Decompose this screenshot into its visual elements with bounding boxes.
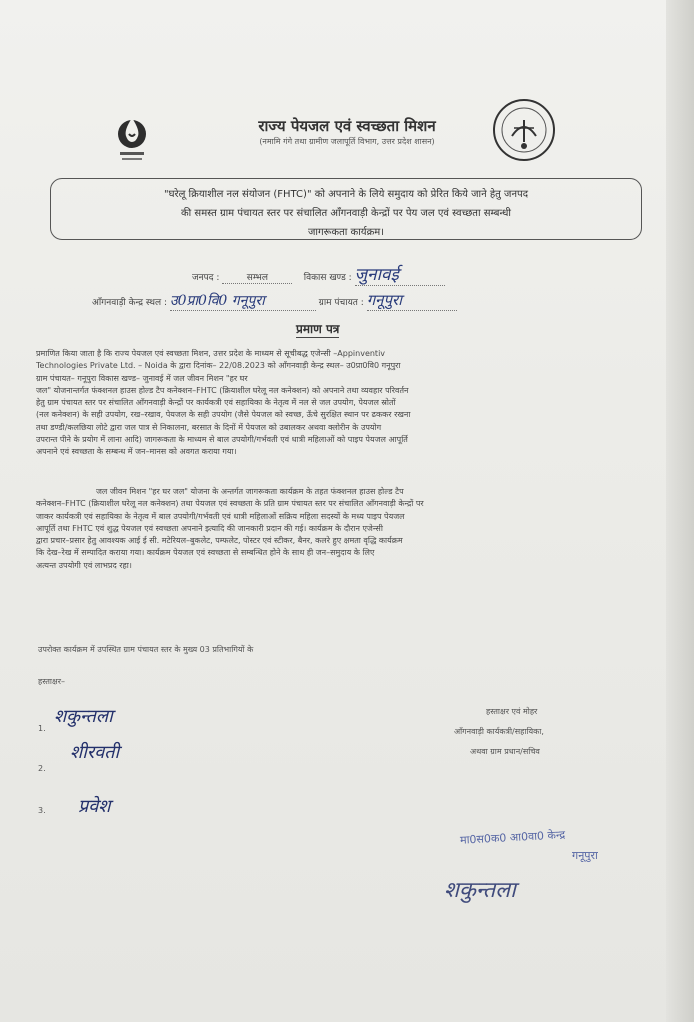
signature-number-3: 3. <box>38 806 46 815</box>
para2-line: कि देख–रेख में सम्पादित कराया गया। कार्यक्रम पेयजल एवं स्वच्छता से सम्बन्धित होने के साथ ही जन–समुदाय के लिए <box>36 548 375 558</box>
subject-line-1: "घरेलू क्रियाशील नल संयोजन (FHTC)" को अपनाने के लिये समुदाय को प्रेरित किये जाने हेतु जनपद <box>163 189 529 200</box>
signature-number-1: 1. <box>38 724 46 733</box>
block-label: विकास खण्ड : <box>303 273 352 283</box>
para2-line: आपूर्ति तथा FHTC एवं शुद्ध पेयजल एवं स्वच्छता अपनाने इत्यादि की जानकारी प्रदान की गई। कार्यक्रम के दौरान एजेन्सी <box>36 523 383 533</box>
stamp-line-1: मा0स0क0 आ0वा0 केन्द्र <box>459 828 566 847</box>
signoff-line-3: अथवा ग्राम प्रधान/सचिव <box>470 747 540 756</box>
subject-line-3: जागरूकता कार्यक्रम। <box>307 227 385 238</box>
para2-line: जाकर कार्यकत्री एवं सहायिका के नेतृत्व में बाल उपयोगी/गर्भवती एवं धात्री महिलाओं सक्रिय महिला सदस्यों के मध्य पाइप पेयजल <box>36 511 405 521</box>
stamp-signature: शकुन्तला <box>444 878 516 903</box>
subject-box <box>50 178 642 240</box>
certificate-title: प्रमाण पत्र <box>296 322 340 336</box>
department-subtitle: (नमामि गंगे तथा ग्रामीण जलापूर्ति विभाग, उत्तर प्रदेश शासन) <box>259 137 435 146</box>
para2-line: कनेक्शन–FHTC (क्रियाशील घरेलू नल कनेक्शन) तथा पेयजल एवं स्वच्छता के प्रति ग्राम पंचायत स्तर पर संचालित आँगनवाड़ी केन्द्रों पर <box>36 499 424 509</box>
participants-signature-label: हस्ताक्षर– <box>38 677 65 686</box>
para2-line: जल जीवन मिशन "हर घर जल" योजना के अन्तर्गत जागरूकता कार्यक्रम के तहत फंक्शनल हाउस होल्ड टैप <box>96 487 404 496</box>
para1-line: ग्राम पंचायत– गनूपुरा विकास खण्ड– जुनावई में जल जीवन मिशन "हर घर <box>36 373 248 383</box>
panchayat-label: ग्राम पंचायत : <box>318 298 364 308</box>
para1-line: Technologies Private Ltd. – Noida के द्वारा दिनांक– 22/08.2023 को आँगनवाड़ी केन्द्र स्थल– उ0प्रा0वि0 गनूपुरा <box>36 361 401 371</box>
para1-line: (नल कनेक्शन) के सही उपयोग, रख–रखाव, पेयजल के सही उपयोग (जैसे पेयजल को स्वच्छ, ऊँचे सुरक्षित स्थान पर ढककर रखना <box>36 410 411 420</box>
district-label: जनपद : <box>192 273 220 283</box>
paragraph-2 <box>36 486 646 572</box>
para1-line: प्रमाणित किया जाता है कि राज्य पेयजल एवं स्वच्छता मिशन, उत्तर प्रदेश के माध्यम से सूचीबद्ध एजेन्सी –Appinventiv <box>36 349 386 358</box>
signoff-line-1: हस्ताक्षर एवं मोहर <box>486 707 538 716</box>
district-value: सम्भल <box>222 270 292 284</box>
department-title: राज्य पेयजल एवं स्वच्छता मिशन <box>258 117 436 135</box>
para1-line: तथा डण्डी/कलछिया लोटे द्वारा जल पात्र से निकालना, बरसात के दिनों में पेयजल को उबालकर अथवा क्लोरीन के उपयोग <box>36 422 382 432</box>
centre-label: आँगनवाड़ी केन्द्र स्थल : <box>92 298 168 308</box>
block-value: जुनावई <box>355 262 445 286</box>
para1-line: अपनाने एवं स्वच्छता के सम्बन्ध में जन–मानस को अवगत कराया गया। <box>36 447 237 457</box>
para1-line: हेतु ग्राम पंचायत स्तर पर संचालित आँगनवाड़ी केन्द्रों पर कार्यकत्री एवं सहायिका के नेतृत्व में नल से जल उपयोग, पेयजल स्रोतों <box>36 398 396 408</box>
signature-number-2: 2. <box>38 764 46 773</box>
participants-text: उपरोक्त कार्यक्रम में उपस्थित ग्राम पंचायत स्तर के मुख्य 03 प्रतिभागियों के <box>38 645 254 654</box>
signature-1: शकुन्तला <box>54 706 113 727</box>
para2-line: द्वारा प्रचार–प्रसार हेतु आवश्यक आई ई सी. मटेरियल–बुकलेट, पम्फलेट, पोस्टर एवं स्टीकर, बैनर, कलरे हुए क्षमता वृद्धि कार्यक्रम <box>36 536 403 546</box>
centre-row <box>92 290 457 311</box>
para1-line: जल" योजनान्तर्गत फंक्शनल हाउस होल्ड टैप कनेक्शन–FHTC (क्रियाशील घरेलू नल कनेक्शन) को अपनाने तथा व्यवहार परिवर्तन <box>36 385 409 395</box>
paragraph-1 <box>36 348 646 459</box>
district-row <box>192 262 445 286</box>
official-stamp <box>442 826 682 922</box>
panchayat-value: गनूपुरा <box>367 290 457 311</box>
centre-value: उ0प्रा0वि0 गनूपुरा <box>170 291 316 311</box>
para1-line: उपरान्त पीने के प्रयोग में लाना आदि) जागरूकता के माध्यम से बाल उपयोगी/गर्भवती एवं धात्री महिलाओं को पाइप पेयजल आपूर्ति <box>36 435 408 445</box>
subject-line-2: की समस्त ग्राम पंचायत स्तर पर संचालित आँगनवाड़ी केन्द्रों पर पेय जल एवं स्वच्छता सम्बन्धी <box>180 208 511 219</box>
stamp-line-2: गनूपुरा <box>572 849 598 862</box>
para2-line: अत्यन्त उपयोगी एवं लाभप्रद रहा। <box>36 560 132 570</box>
signoff-line-2: आँगनवाड़ी कार्यकत्री/सहायिका, <box>454 727 544 736</box>
signature-2: शीरवती <box>70 742 120 763</box>
signature-3: प्रवेश <box>78 796 111 817</box>
